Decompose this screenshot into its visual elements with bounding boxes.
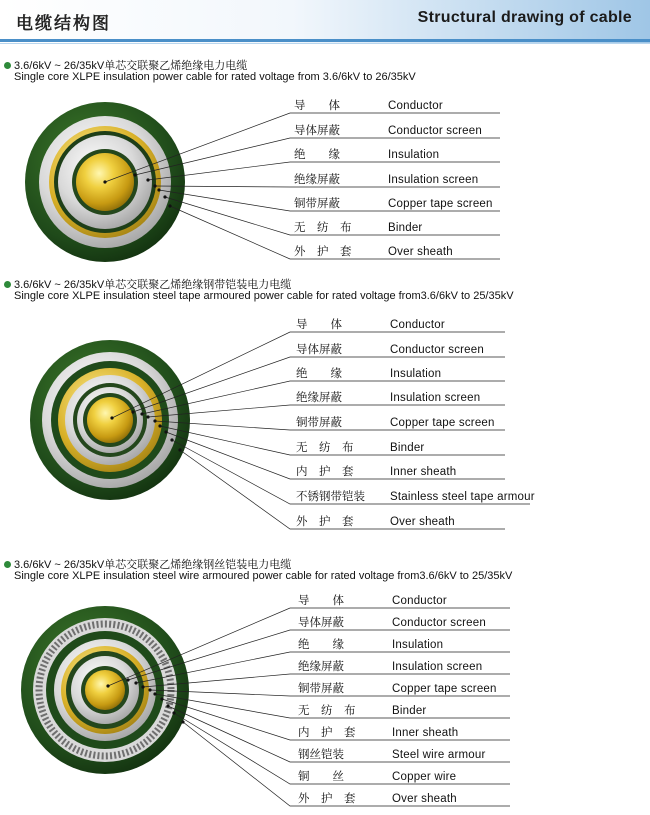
cable-1-label-en-over-sheath: Over sheath [388,246,453,258]
cable-3-label-cn-insulation-screen: 绝缘屏蔽 [298,661,344,673]
cable-2-label-cn-steel-tape-armour: 不锈钢带铠装 [296,491,365,503]
cable-3-label-cn-copper-wire: 铜 丝 [298,771,344,783]
cable-3-label-en-copper-wire: Copper wire [392,771,457,783]
cable-3-label-en-inner-sheath: Inner sheath [392,727,459,739]
cable-1-label-en-binder: Binder [388,222,423,234]
cable-3-label-en-over-sheath: Over sheath [392,793,457,805]
cable-1-label-en-insulation-screen: Insulation screen [388,174,479,186]
cable-2-label-cn-insulation-screen: 绝缘屏蔽 [296,392,342,404]
cable-2-cross-section [30,340,190,500]
cable-3-label-cn-inner-sheath: 内 护 套 [298,727,356,739]
cable-3-label-en-conductor-screen: Conductor screen [392,617,486,629]
cable-2-label-en-inner-sheath: Inner sheath [390,466,457,478]
cable-2-label-en-copper-tape-screen: Copper tape screen [390,417,495,429]
cable-1-label-cn-conductor-screen: 导体屏蔽 [294,125,340,137]
cable-1-label-cn-insulation: 绝 缘 [294,149,340,161]
cable-2-label-cn-conductor-screen: 导体屏蔽 [296,344,342,356]
cable-2-label-en-binder: Binder [390,442,425,454]
cable-2-label-cn-inner-sheath: 内 护 套 [296,466,354,478]
cable-1-label-en-insulation: Insulation [388,149,440,161]
cable-3-label-en-insulation-screen: Insulation screen [392,661,483,673]
cable-3-label-en-binder: Binder [392,705,427,717]
cable-2-label-en-steel-tape-armour: Stainless steel tape armour [390,491,535,503]
cable-3-label-cn-copper-tape-screen: 铜带屏蔽 [298,683,344,695]
cable-3-label-cn-conductor: 导 体 [298,595,344,607]
cable-2-label-en-conductor-screen: Conductor screen [390,344,484,356]
cable-1-label-cn-copper-tape-screen: 铜带屏蔽 [294,198,340,210]
cable-2-label-cn-conductor: 导 体 [296,319,342,331]
cable-3-label-cn-over-sheath: 外 护 套 [298,793,356,805]
cable-3-label-en-steel-wire-armour: Steel wire armour [392,749,486,761]
cable-2-label-en-insulation: Insulation [390,368,442,380]
cable-1-label-en-copper-tape-screen: Copper tape screen [388,198,493,210]
section-1-title-cn: 3.6/6kV ~ 26/35kV单芯交联聚乙烯绝缘电力电缆 [4,57,247,73]
cable-1-label-en-conductor-screen: Conductor screen [388,125,482,137]
section-1-title-en: Single core XLPE insulation power cable for rated voltage from 3.6/6kV to 26/35kV [14,71,416,83]
page-title-en: Structural drawing of cable [417,9,632,26]
cable-2-label-cn-copper-tape-screen: 铜带屏蔽 [296,417,342,429]
cable-2-label-cn-over-sheath: 外 护 套 [296,516,354,528]
section-3-title-en: Single core XLPE insulation steel wire armoured power cable for rated voltage from3.6/6kV to 25/35kV [14,570,513,582]
page-title-cn: 电缆结构图 [16,14,111,33]
cable-3-label-cn-steel-wire-armour: 钢丝铠装 [298,749,344,761]
cable-3-cross-section [21,606,189,774]
section-2-title-cn: 3.6/6kV ~ 26/35kV单芯交联聚乙烯绝缘钢带铠装电力电缆 [4,276,291,292]
cable-2-label-en-over-sheath: Over sheath [390,516,455,528]
section-3-title-cn: 3.6/6kV ~ 26/35kV单芯交联聚乙烯绝缘钢丝铠装电力电缆 [4,556,291,572]
cable-3-label-en-conductor: Conductor [392,595,447,607]
cable-3-label-cn-conductor-screen: 导体屏蔽 [298,617,344,629]
cable-3-label-en-insulation: Insulation [392,639,444,651]
cable-1-label-cn-binder: 无 纺 布 [294,222,352,234]
cable-3-conductor [85,670,125,710]
cable-1-label-cn-over-sheath: 外 护 套 [294,246,352,258]
cable-1-label-cn-conductor: 导 体 [294,100,340,112]
cable-2-label-cn-binder: 无 纺 布 [296,442,354,454]
cable-2-conductor [87,397,133,443]
cable-3-label-en-copper-tape-screen: Copper tape screen [392,683,497,695]
cable-2-label-en-insulation-screen: Insulation screen [390,392,481,404]
section-2-title-en: Single core XLPE insulation steel tape armoured power cable for rated voltage from3.6/6kV to 25/35kV [14,290,514,302]
cable-1-label-cn-insulation-screen: 绝缘屏蔽 [294,174,340,186]
cable-3-label-cn-binder: 无 纺 布 [298,705,356,717]
cable-1-label-en-conductor: Conductor [388,100,443,112]
cable-2-label-en-conductor: Conductor [390,319,445,331]
cable-3-label-cn-insulation: 绝 缘 [298,639,344,651]
cable-2-label-cn-insulation: 绝 缘 [296,368,342,380]
